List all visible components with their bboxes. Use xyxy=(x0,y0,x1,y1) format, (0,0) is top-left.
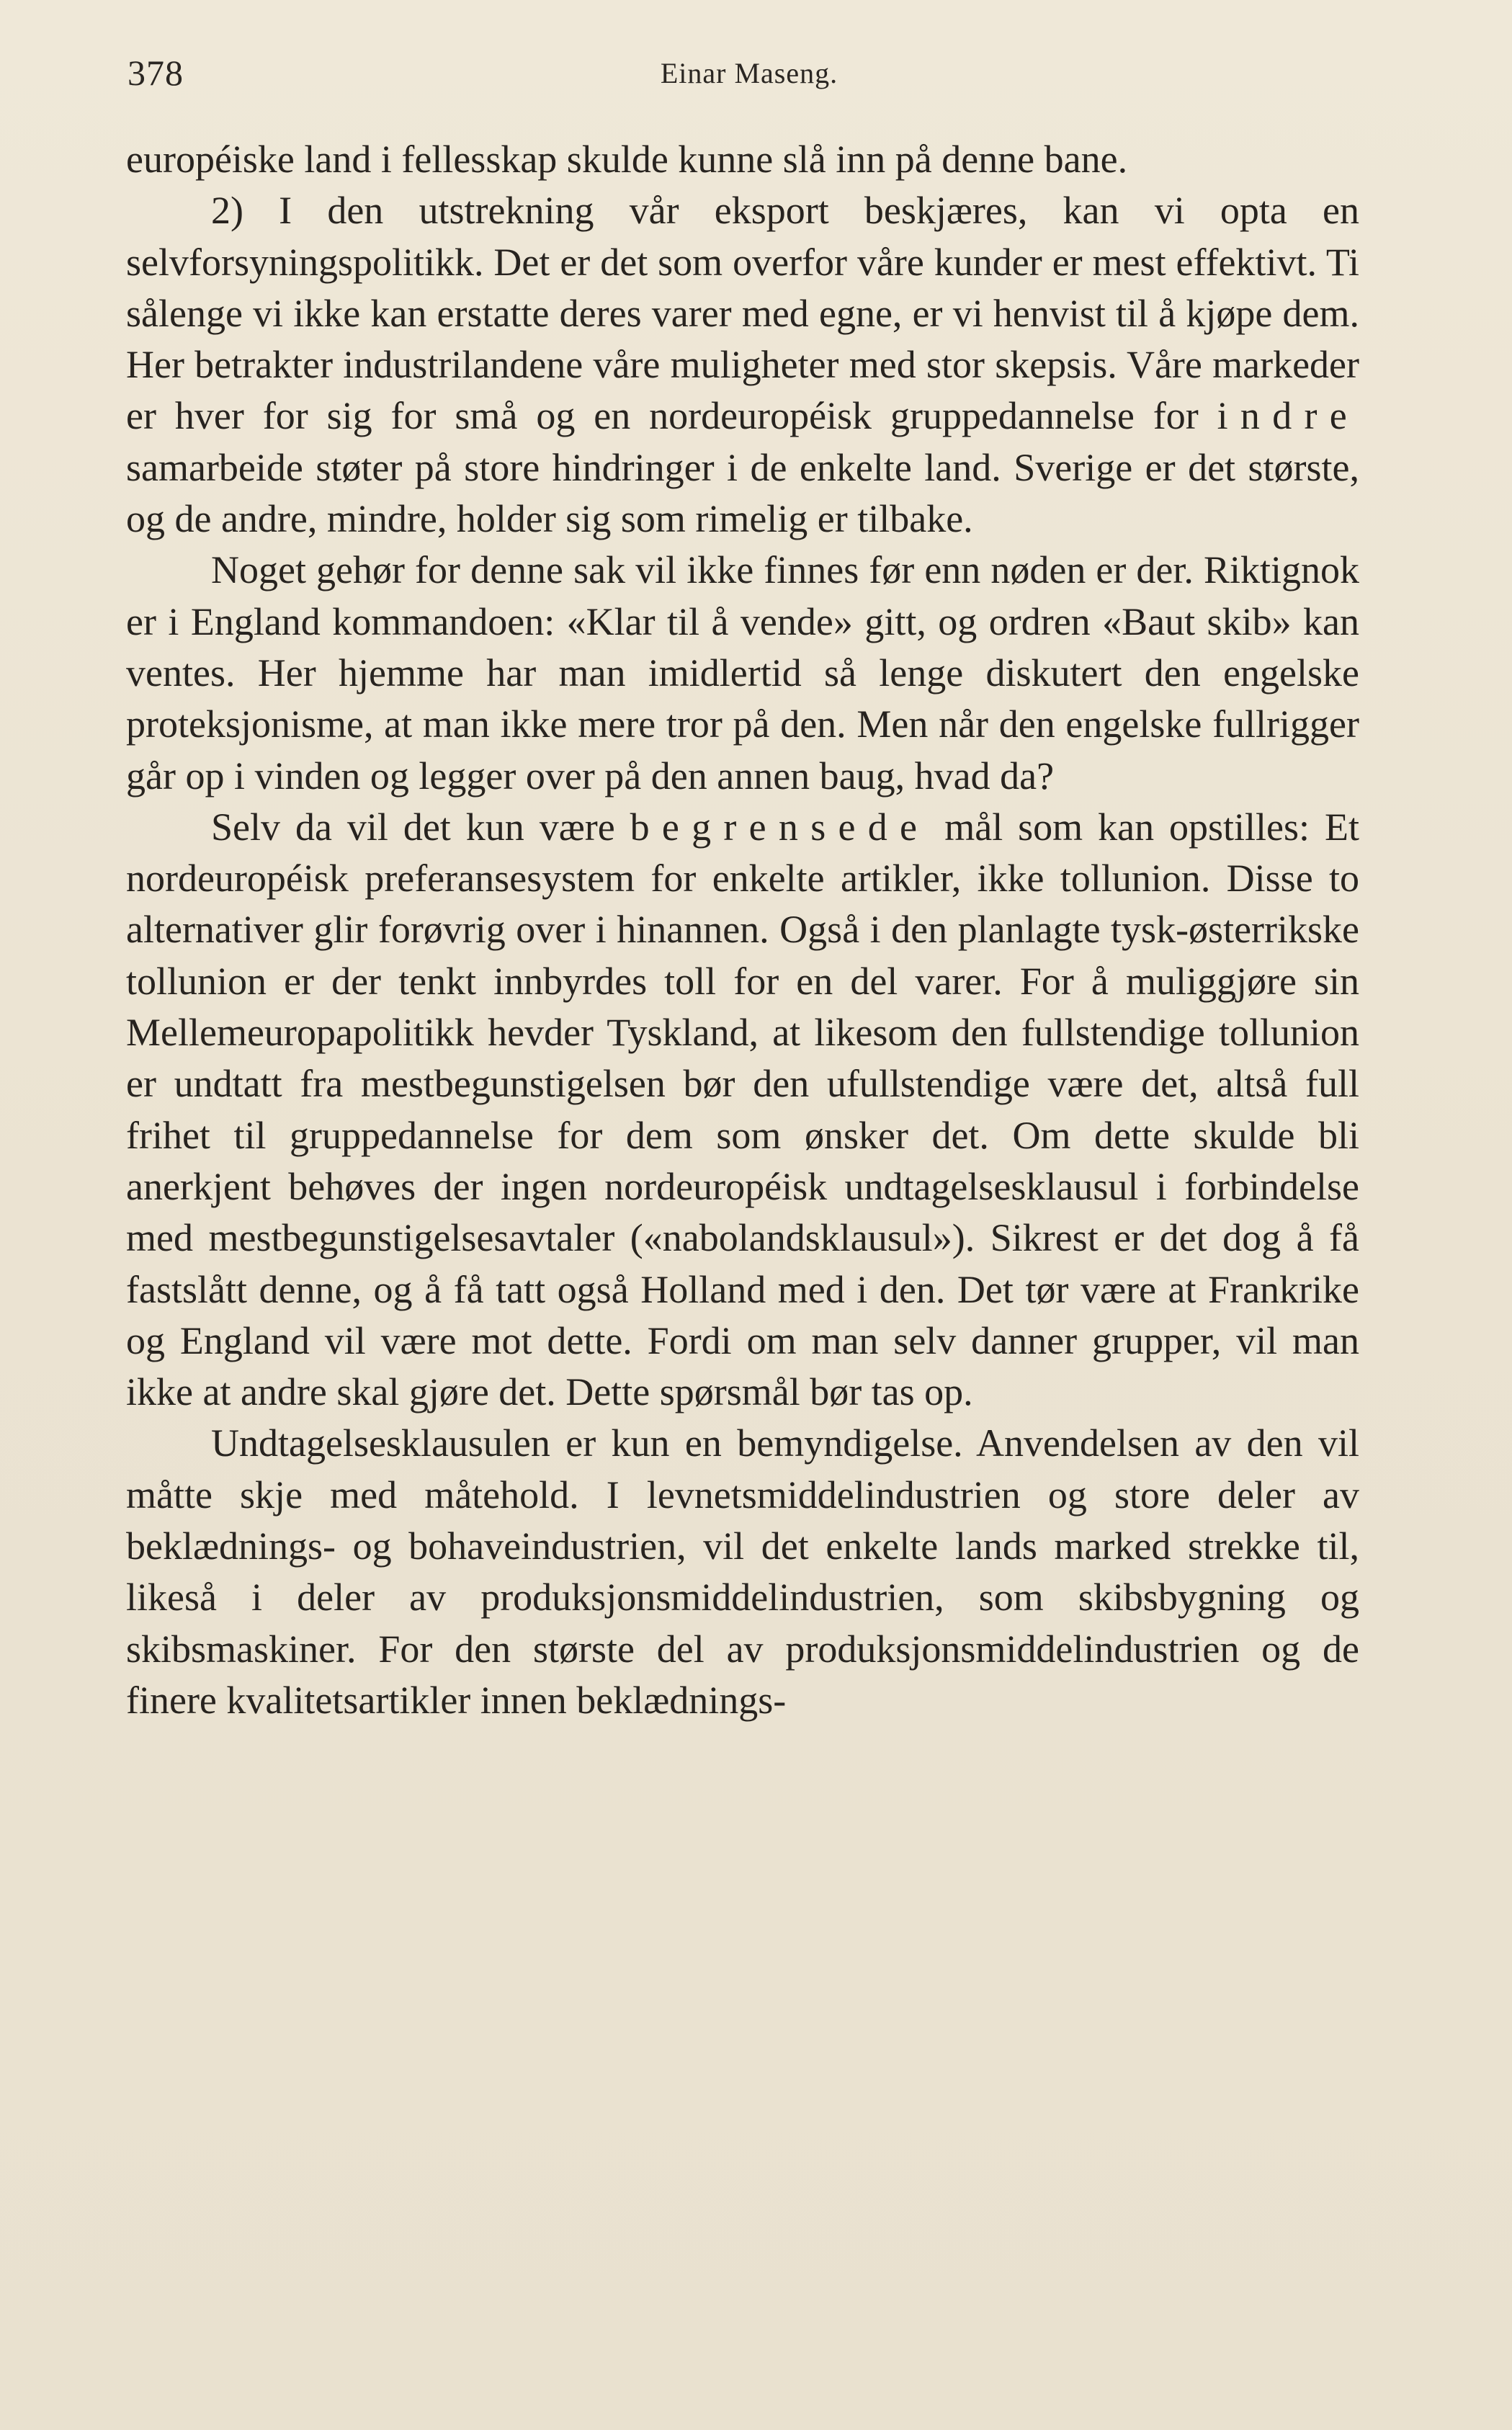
text-segment: européiske land i fellesskap skulde kunne slå inn på denne bane. xyxy=(126,138,1128,181)
text-segment: Undtagelsesklausulen er kun en bemyndigelse. Anvendelsen av den vil måtte skje med måtehold. I levnetsmiddelindustrien og store deler av beklædnings- og bohaveindustrien, vil det enkelte lands marked strekke til, likeså i deler av produksjonsmiddelindustrien, som skibsbygning og skibsmaskiner. For den største del av produksjonsmiddelindustrien og de finere kvalitetsartikler innen beklædnings- xyxy=(126,1421,1359,1722)
text-segment: samarbeide støter på store hindringer i de enkelte land. Sverige er det største, og de andre, mindre, holder sig som rimelig er tilbake. xyxy=(126,445,1359,541)
spaced-emphasis: indre xyxy=(1217,394,1359,438)
text-segment: Noget gehør for denne sak vil ikke finnes før enn nøden er der. Riktignok er i England kommandoen: «Klar til å vende» gitt, og ordren «Baut skib» kan ventes. Her hjemme har man imidlertid så lenge diskutert den engelske proteksjonisme, at man ikke mere tror på den. Men når den engelske fullrigger går op i vinden og legger over på den annen baug, hvad da? xyxy=(126,548,1359,798)
text-segment: mål som kan opstilles: Et nordeuropéisk preferansesystem for enkelte artikler, ikke tollunion. Disse to alternativer glir forøvrig over i hinannen. Også i den planlagte tysk-østerrikske tollunion er der tenkt innbyrdes toll for en del varer. For å muliggjøre sin Mellemeuropapolitikk hevder Tyskland, at likesom den fullstendige tollunion er undtatt fra mestbegunstigelsen bør den ufullstendige være det, altså full frihet til gruppedannelse for dem som ønsker det. Om dette skulde bli anerkjent behøves der ingen nordeuropéisk undtagelsesklausul i forbindelse med mestbegunstigelsesavtaler («nabolandsklausul»). Sikrest er det dog å få fastslått denne, og å få tatt også Holland med i den. Det tør være at Frankrike og England vil være mot dette. Fordi om man selv danner grupper, vil man ikke at andre skal gjøre det. Dette spørsmål bør tas op. xyxy=(126,805,1359,1414)
paragraph xyxy=(126,802,1359,1419)
page-header xyxy=(126,52,1358,95)
text-segment: 2) I den utstrekning vår eksport beskjæres, kan vi opta en selvforsyningspolitikk. Det er det som overfor våre kunder er mest effektivt. Ti sålenge vi ikke kan erstatte deres varer med egne, er vi henvist til å kjøpe dem. Her betrakter industrilandene våre muligheter med stor skepsis. Våre markeder er hver for sig for små og en nordeuropéisk gruppedannelse for xyxy=(126,189,1359,438)
page-number: 378 xyxy=(128,53,184,93)
running-head: Einar Maseng. xyxy=(660,57,838,89)
paragraph xyxy=(126,545,1359,801)
paragraph xyxy=(126,1418,1359,1726)
spaced-emphasis: begrensede xyxy=(630,805,930,849)
paragraph xyxy=(126,185,1359,545)
text-segment: Selv da vil det kun være xyxy=(211,805,630,849)
paragraph xyxy=(126,134,1359,185)
body-text xyxy=(126,134,1359,1726)
